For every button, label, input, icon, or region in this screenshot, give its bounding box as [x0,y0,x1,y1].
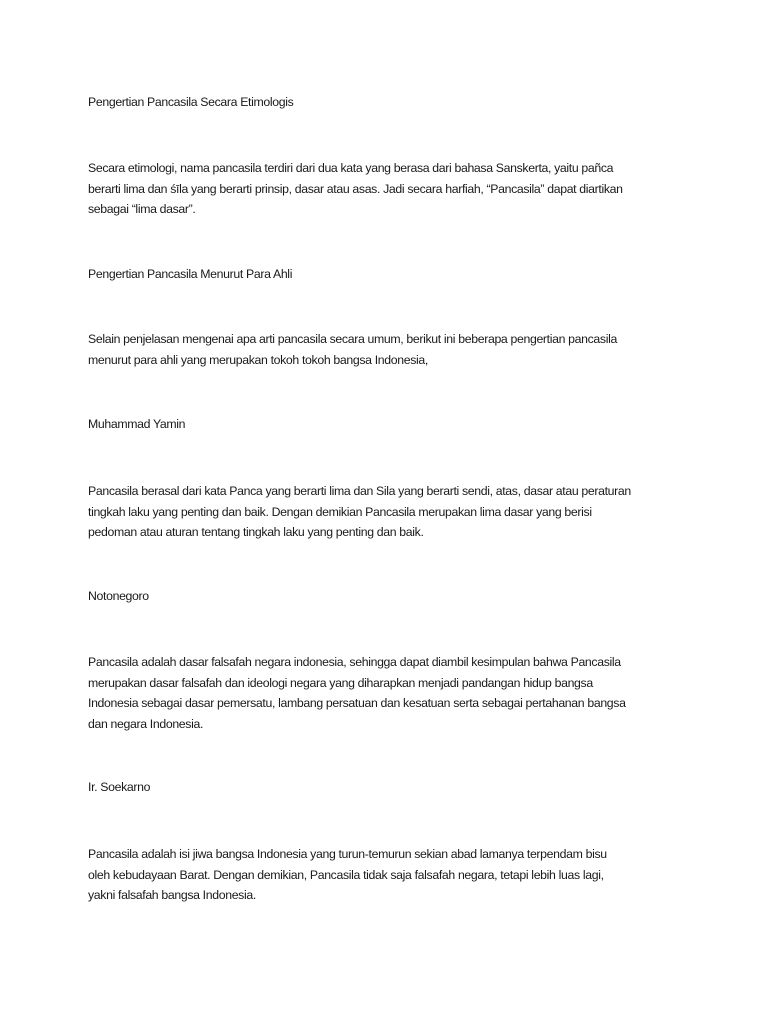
paragraph-line: pedoman atau aturan tentang tingkah laku yang penting dan baik. [88,525,424,539]
heading-text: Ir. Soekarno [88,780,151,794]
paragraph-ir-soekarno [88,844,688,906]
paragraph-notonegoro [88,652,688,734]
heading-text: Muhammad Yamin [88,417,186,431]
heading-text: Pengertian Pancasila Menurut Para Ahli [88,267,293,281]
heading-notonegoro [88,586,688,607]
paragraph-line: menurut para ahli yang merupakan tokoh tokoh bangsa Indonesia, [88,352,428,367]
paragraph-line: Pancasila adalah dasar falsafah negara indonesia, sehingga dapat diambil kesimpulan bahwa Pancasila [88,655,621,669]
heading-text: Pengertian Pancasila Secara Etimologis [88,95,294,109]
paragraph-line: Indonesia sebagai dasar pemersatu, lambang persatuan dan kesatuan serta sebagai pertahanan bangsa [88,696,626,710]
paragraph-line: Pancasila adalah isi jiwa bangsa Indonesia yang turun-temurun sekian abad lamanya terpendam bisu [88,847,607,861]
heading-etimologis [88,92,688,113]
paragraph-line: sebagai “lima dasar”. [88,202,196,216]
paragraph-line: tingkah laku yang penting dan baik. Dengan demikian Pancasila merupakan lima dasar yang berisi [88,504,592,519]
paragraph-line: Selain penjelasan mengenai apa arti pancasila secara umum, berikut ini beberapa pengertian pancasila [88,332,617,346]
paragraph-muhammad-yamin [88,481,688,543]
paragraph-etimologi [88,158,688,220]
heading-text: Notonegoro [88,589,149,603]
heading-muhammad-yamin [88,414,688,435]
paragraph-line: yakni falsafah bangsa Indonesia. [88,888,256,902]
paragraph-line: Pancasila berasal dari kata Panca yang berarti lima dan Sila yang berarti sendi, atas, dasar atau peraturan [88,484,631,498]
heading-para-ahli [88,264,688,285]
paragraph-intro-ahli [88,329,688,370]
paragraph-line: merupakan dasar falsafah dan ideologi negara yang diharapkan menjadi pandangan hidup bangsa [88,675,593,690]
paragraph-line: oleh kebudayaan Barat. Dengan demikian, Pancasila tidak saja falsafah negara, tetapi lebih luas lagi, [88,867,604,882]
paragraph-line: berarti lima dan śīla yang berarti prinsip, dasar atau asas. Jadi secara harfiah, “Pancasila” dapat diartikan [88,181,623,196]
heading-ir-soekarno [88,777,688,798]
paragraph-line: Secara etimologi, nama pancasila terdiri dari dua kata yang berasa dari bahasa Sanskerta, yaitu pañca [88,161,614,175]
paragraph-line: dan negara Indonesia. [88,716,204,731]
